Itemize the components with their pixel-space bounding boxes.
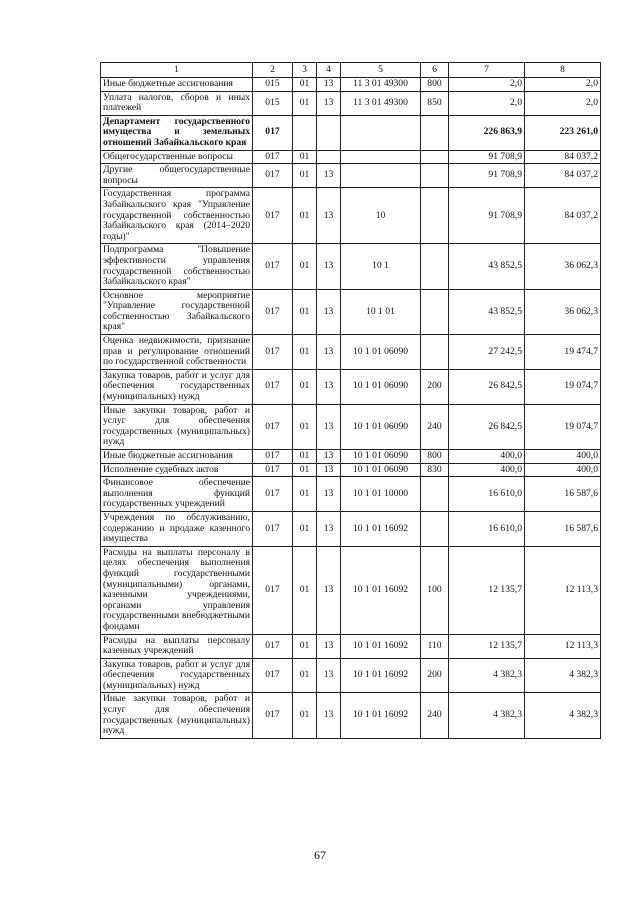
amount-year-1-cell: 91 708,9 — [449, 150, 525, 164]
section-code-cell: 01 — [293, 463, 317, 477]
amount-year-1-cell: 16 610,0 — [449, 511, 525, 546]
ministry-code-cell: 017 — [253, 477, 293, 512]
table-row — [101, 634, 601, 658]
target-article-code-cell: 10 1 — [341, 244, 421, 289]
section-code-cell: 01 — [293, 150, 317, 164]
amount-year-1-cell: 16 610,0 — [449, 477, 525, 512]
expense-type-code-cell: 200 — [421, 369, 449, 404]
amount-year-1-cell: 400,0 — [449, 463, 525, 477]
budget-table — [100, 62, 601, 739]
section-code-cell: 01 — [293, 91, 317, 115]
ministry-code-cell: 017 — [253, 335, 293, 370]
amount-year-2-cell: 400,0 — [525, 463, 601, 477]
target-article-code-cell: 10 1 01 16092 — [341, 634, 421, 658]
item-name-cell: Иные закупки товаров, работ и услуг для обеспечения государственных (муниципальных) нужд — [101, 693, 253, 738]
table-row — [101, 369, 601, 404]
amount-year-1-cell: 4 382,3 — [449, 658, 525, 693]
subsection-code-cell: 13 — [317, 658, 341, 693]
target-article-code-cell: 10 1 01 06090 — [341, 404, 421, 449]
table-row — [101, 91, 601, 115]
subsection-code-cell: 13 — [317, 463, 341, 477]
amount-year-2-cell: 36 062,3 — [525, 289, 601, 334]
amount-year-2-cell: 4 382,3 — [525, 693, 601, 738]
table-row — [101, 115, 601, 150]
subsection-code-cell: 13 — [317, 404, 341, 449]
target-article-code-cell: 10 1 01 16092 — [341, 511, 421, 546]
ministry-code-cell: 017 — [253, 115, 293, 150]
item-name-cell: Общегосударственные вопросы — [101, 150, 253, 164]
section-code-cell: 01 — [293, 404, 317, 449]
section-code-cell: 01 — [293, 289, 317, 334]
subsection-code-cell: 13 — [317, 511, 341, 546]
subsection-code-cell: 13 — [317, 78, 341, 92]
expense-type-code-cell: 100 — [421, 546, 449, 634]
table-row — [101, 150, 601, 164]
section-code-cell: 01 — [293, 477, 317, 512]
table-row — [101, 78, 601, 92]
table-row — [101, 450, 601, 464]
item-name-cell: Государственная программа Забайкальского края "Управление государственной собственностью Забайкальского края (2014–2020 годы)" — [101, 188, 253, 244]
section-code-cell: 01 — [293, 335, 317, 370]
header-cell: 2 — [253, 63, 293, 78]
amount-year-2-cell: 84 037,2 — [525, 188, 601, 244]
expense-type-code-cell — [421, 511, 449, 546]
table-row — [101, 511, 601, 546]
item-name-cell: Расходы на выплаты персоналу казенных учреждений — [101, 634, 253, 658]
expense-type-code-cell: 800 — [421, 450, 449, 464]
table-row — [101, 188, 601, 244]
expense-type-code-cell: 850 — [421, 91, 449, 115]
subsection-code-cell: 13 — [317, 164, 341, 188]
table-row — [101, 289, 601, 334]
item-name-cell: Основное мероприятие "Управление государственной собственностью Забайкальского края" — [101, 289, 253, 334]
item-name-cell: Уплата налогов, сборов и иных платежей — [101, 91, 253, 115]
amount-year-1-cell: 43 852,5 — [449, 244, 525, 289]
subsection-code-cell: 13 — [317, 335, 341, 370]
item-name-cell: Закупка товаров, работ и услуг для обеспечения государственных (муниципальных) нужд — [101, 369, 253, 404]
target-article-code-cell: 10 — [341, 188, 421, 244]
ministry-code-cell: 017 — [253, 511, 293, 546]
table-row — [101, 335, 601, 370]
subsection-code-cell: 13 — [317, 450, 341, 464]
header-cell: 3 — [293, 63, 317, 78]
ministry-code-cell: 017 — [253, 546, 293, 634]
amount-year-2-cell: 223 261,0 — [525, 115, 601, 150]
subsection-code-cell: 13 — [317, 634, 341, 658]
table-row — [101, 693, 601, 738]
section-code-cell: 01 — [293, 511, 317, 546]
table-row — [101, 463, 601, 477]
section-code-cell: 01 — [293, 164, 317, 188]
subsection-code-cell: 13 — [317, 369, 341, 404]
section-code-cell: 01 — [293, 244, 317, 289]
ministry-code-cell: 017 — [253, 164, 293, 188]
expense-type-code-cell — [421, 289, 449, 334]
table-header-row — [101, 63, 601, 78]
subsection-code-cell: 13 — [317, 477, 341, 512]
item-name-cell: Учреждения по обслуживанию, содержанию и продаже казенного имущества — [101, 511, 253, 546]
amount-year-1-cell: 400,0 — [449, 450, 525, 464]
section-code-cell: 01 — [293, 450, 317, 464]
section-code-cell: 01 — [293, 369, 317, 404]
subsection-code-cell: 13 — [317, 244, 341, 289]
amount-year-1-cell: 43 852,5 — [449, 289, 525, 334]
item-name-cell: Другие общегосударственные вопросы — [101, 164, 253, 188]
item-name-cell: Иные бюджетные ассигнования — [101, 78, 253, 92]
table-row — [101, 658, 601, 693]
amount-year-2-cell: 19 074,7 — [525, 369, 601, 404]
amount-year-2-cell: 19 074,7 — [525, 404, 601, 449]
target-article-code-cell: 10 1 01 10000 — [341, 477, 421, 512]
header-cell: 6 — [421, 63, 449, 78]
amount-year-1-cell: 26 842,5 — [449, 369, 525, 404]
ministry-code-cell: 017 — [253, 188, 293, 244]
amount-year-1-cell: 2,0 — [449, 78, 525, 92]
amount-year-2-cell: 84 037,2 — [525, 150, 601, 164]
section-code-cell — [293, 115, 317, 150]
ministry-code-cell: 017 — [253, 693, 293, 738]
expense-type-code-cell — [421, 188, 449, 244]
expense-type-code-cell — [421, 115, 449, 150]
subsection-code-cell: 13 — [317, 91, 341, 115]
subsection-code-cell: 13 — [317, 546, 341, 634]
item-name-cell: Оценка недвижимости, признание прав и регулирование отношений по государственной собственности — [101, 335, 253, 370]
amount-year-1-cell: 91 708,9 — [449, 164, 525, 188]
target-article-code-cell: 10 1 01 06090 — [341, 369, 421, 404]
subsection-code-cell: 13 — [317, 289, 341, 334]
expense-type-code-cell — [421, 164, 449, 188]
ministry-code-cell: 017 — [253, 244, 293, 289]
amount-year-1-cell: 12 135,7 — [449, 634, 525, 658]
header-cell: 8 — [525, 63, 601, 78]
ministry-code-cell: 017 — [253, 634, 293, 658]
ministry-code-cell: 017 — [253, 369, 293, 404]
item-name-cell: Иные бюджетные ассигнования — [101, 450, 253, 464]
target-article-code-cell: 11 3 01 49300 — [341, 91, 421, 115]
table-row — [101, 164, 601, 188]
amount-year-1-cell: 91 708,9 — [449, 188, 525, 244]
amount-year-2-cell: 19 474,7 — [525, 335, 601, 370]
section-code-cell: 01 — [293, 78, 317, 92]
subsection-code-cell: 13 — [317, 188, 341, 244]
table-body — [101, 63, 601, 739]
item-name-cell: Финансовое обеспечение выполнения функций государственных учреждений — [101, 477, 253, 512]
target-article-code-cell: 10 1 01 06090 — [341, 450, 421, 464]
expense-type-code-cell: 110 — [421, 634, 449, 658]
item-name-cell: Исполнение судебных актов — [101, 463, 253, 477]
subsection-code-cell — [317, 150, 341, 164]
target-article-code-cell: 10 1 01 06090 — [341, 463, 421, 477]
header-cell: 1 — [101, 63, 253, 78]
table-row — [101, 404, 601, 449]
item-name-cell: Закупка товаров, работ и услуг для обеспечения государственных (муниципальных) нужд — [101, 658, 253, 693]
amount-year-1-cell: 27 242,5 — [449, 335, 525, 370]
ministry-code-cell: 017 — [253, 450, 293, 464]
amount-year-2-cell: 400,0 — [525, 450, 601, 464]
ministry-code-cell: 015 — [253, 91, 293, 115]
item-name-cell: Иные закупки товаров, работ и услуг для обеспечения государственных (муниципальных) нужд — [101, 404, 253, 449]
amount-year-1-cell: 226 863,9 — [449, 115, 525, 150]
expense-type-code-cell — [421, 335, 449, 370]
target-article-code-cell: 10 1 01 06090 — [341, 335, 421, 370]
expense-type-code-cell: 800 — [421, 78, 449, 92]
ministry-code-cell: 017 — [253, 463, 293, 477]
expense-type-code-cell — [421, 150, 449, 164]
target-article-code-cell — [341, 115, 421, 150]
target-article-code-cell: 10 1 01 16092 — [341, 546, 421, 634]
section-code-cell: 01 — [293, 546, 317, 634]
expense-type-code-cell: 200 — [421, 658, 449, 693]
section-code-cell: 01 — [293, 693, 317, 738]
ministry-code-cell: 017 — [253, 150, 293, 164]
header-cell: 4 — [317, 63, 341, 78]
ministry-code-cell: 017 — [253, 404, 293, 449]
header-cell: 7 — [449, 63, 525, 78]
section-code-cell: 01 — [293, 634, 317, 658]
table-row — [101, 477, 601, 512]
expense-type-code-cell — [421, 244, 449, 289]
amount-year-2-cell: 12 113,3 — [525, 546, 601, 634]
amount-year-2-cell: 84 037,2 — [525, 164, 601, 188]
target-article-code-cell: 10 1 01 16092 — [341, 693, 421, 738]
page-number: 67 — [314, 848, 326, 862]
amount-year-2-cell: 2,0 — [525, 91, 601, 115]
subsection-code-cell — [317, 115, 341, 150]
expense-type-code-cell: 830 — [421, 463, 449, 477]
amount-year-1-cell: 12 135,7 — [449, 546, 525, 634]
section-code-cell: 01 — [293, 658, 317, 693]
amount-year-1-cell: 4 382,3 — [449, 693, 525, 738]
amount-year-2-cell: 12 113,3 — [525, 634, 601, 658]
amount-year-2-cell: 4 382,3 — [525, 658, 601, 693]
amount-year-2-cell: 2,0 — [525, 78, 601, 92]
item-name-cell: Расходы на выплаты персоналу в целях обеспечения выполнения функций государственными (муниципальными) органами, казенными учреждениями, органами управления государственными внебюджетными фондами — [101, 546, 253, 634]
ministry-code-cell: 017 — [253, 658, 293, 693]
ministry-code-cell: 017 — [253, 289, 293, 334]
amount-year-2-cell: 16 587,6 — [525, 477, 601, 512]
section-code-cell: 01 — [293, 188, 317, 244]
target-article-code-cell — [341, 150, 421, 164]
expense-type-code-cell: 240 — [421, 404, 449, 449]
header-cell: 5 — [341, 63, 421, 78]
amount-year-2-cell: 36 062,3 — [525, 244, 601, 289]
target-article-code-cell: 11 3 01 49300 — [341, 78, 421, 92]
target-article-code-cell — [341, 164, 421, 188]
expense-type-code-cell: 240 — [421, 693, 449, 738]
table-row — [101, 244, 601, 289]
target-article-code-cell: 10 1 01 — [341, 289, 421, 334]
item-name-cell: Подпрограмма "Повышение эффективности управления государственной собственностью Забайкальского края" — [101, 244, 253, 289]
amount-year-1-cell: 26 842,5 — [449, 404, 525, 449]
expense-type-code-cell — [421, 477, 449, 512]
ministry-code-cell: 015 — [253, 78, 293, 92]
table-row — [101, 546, 601, 634]
subsection-code-cell: 13 — [317, 693, 341, 738]
item-name-cell: Департамент государственного имущества и земельных отношений Забайкальского края — [101, 115, 253, 150]
target-article-code-cell: 10 1 01 16092 — [341, 658, 421, 693]
amount-year-1-cell: 2,0 — [449, 91, 525, 115]
amount-year-2-cell: 16 587,6 — [525, 511, 601, 546]
